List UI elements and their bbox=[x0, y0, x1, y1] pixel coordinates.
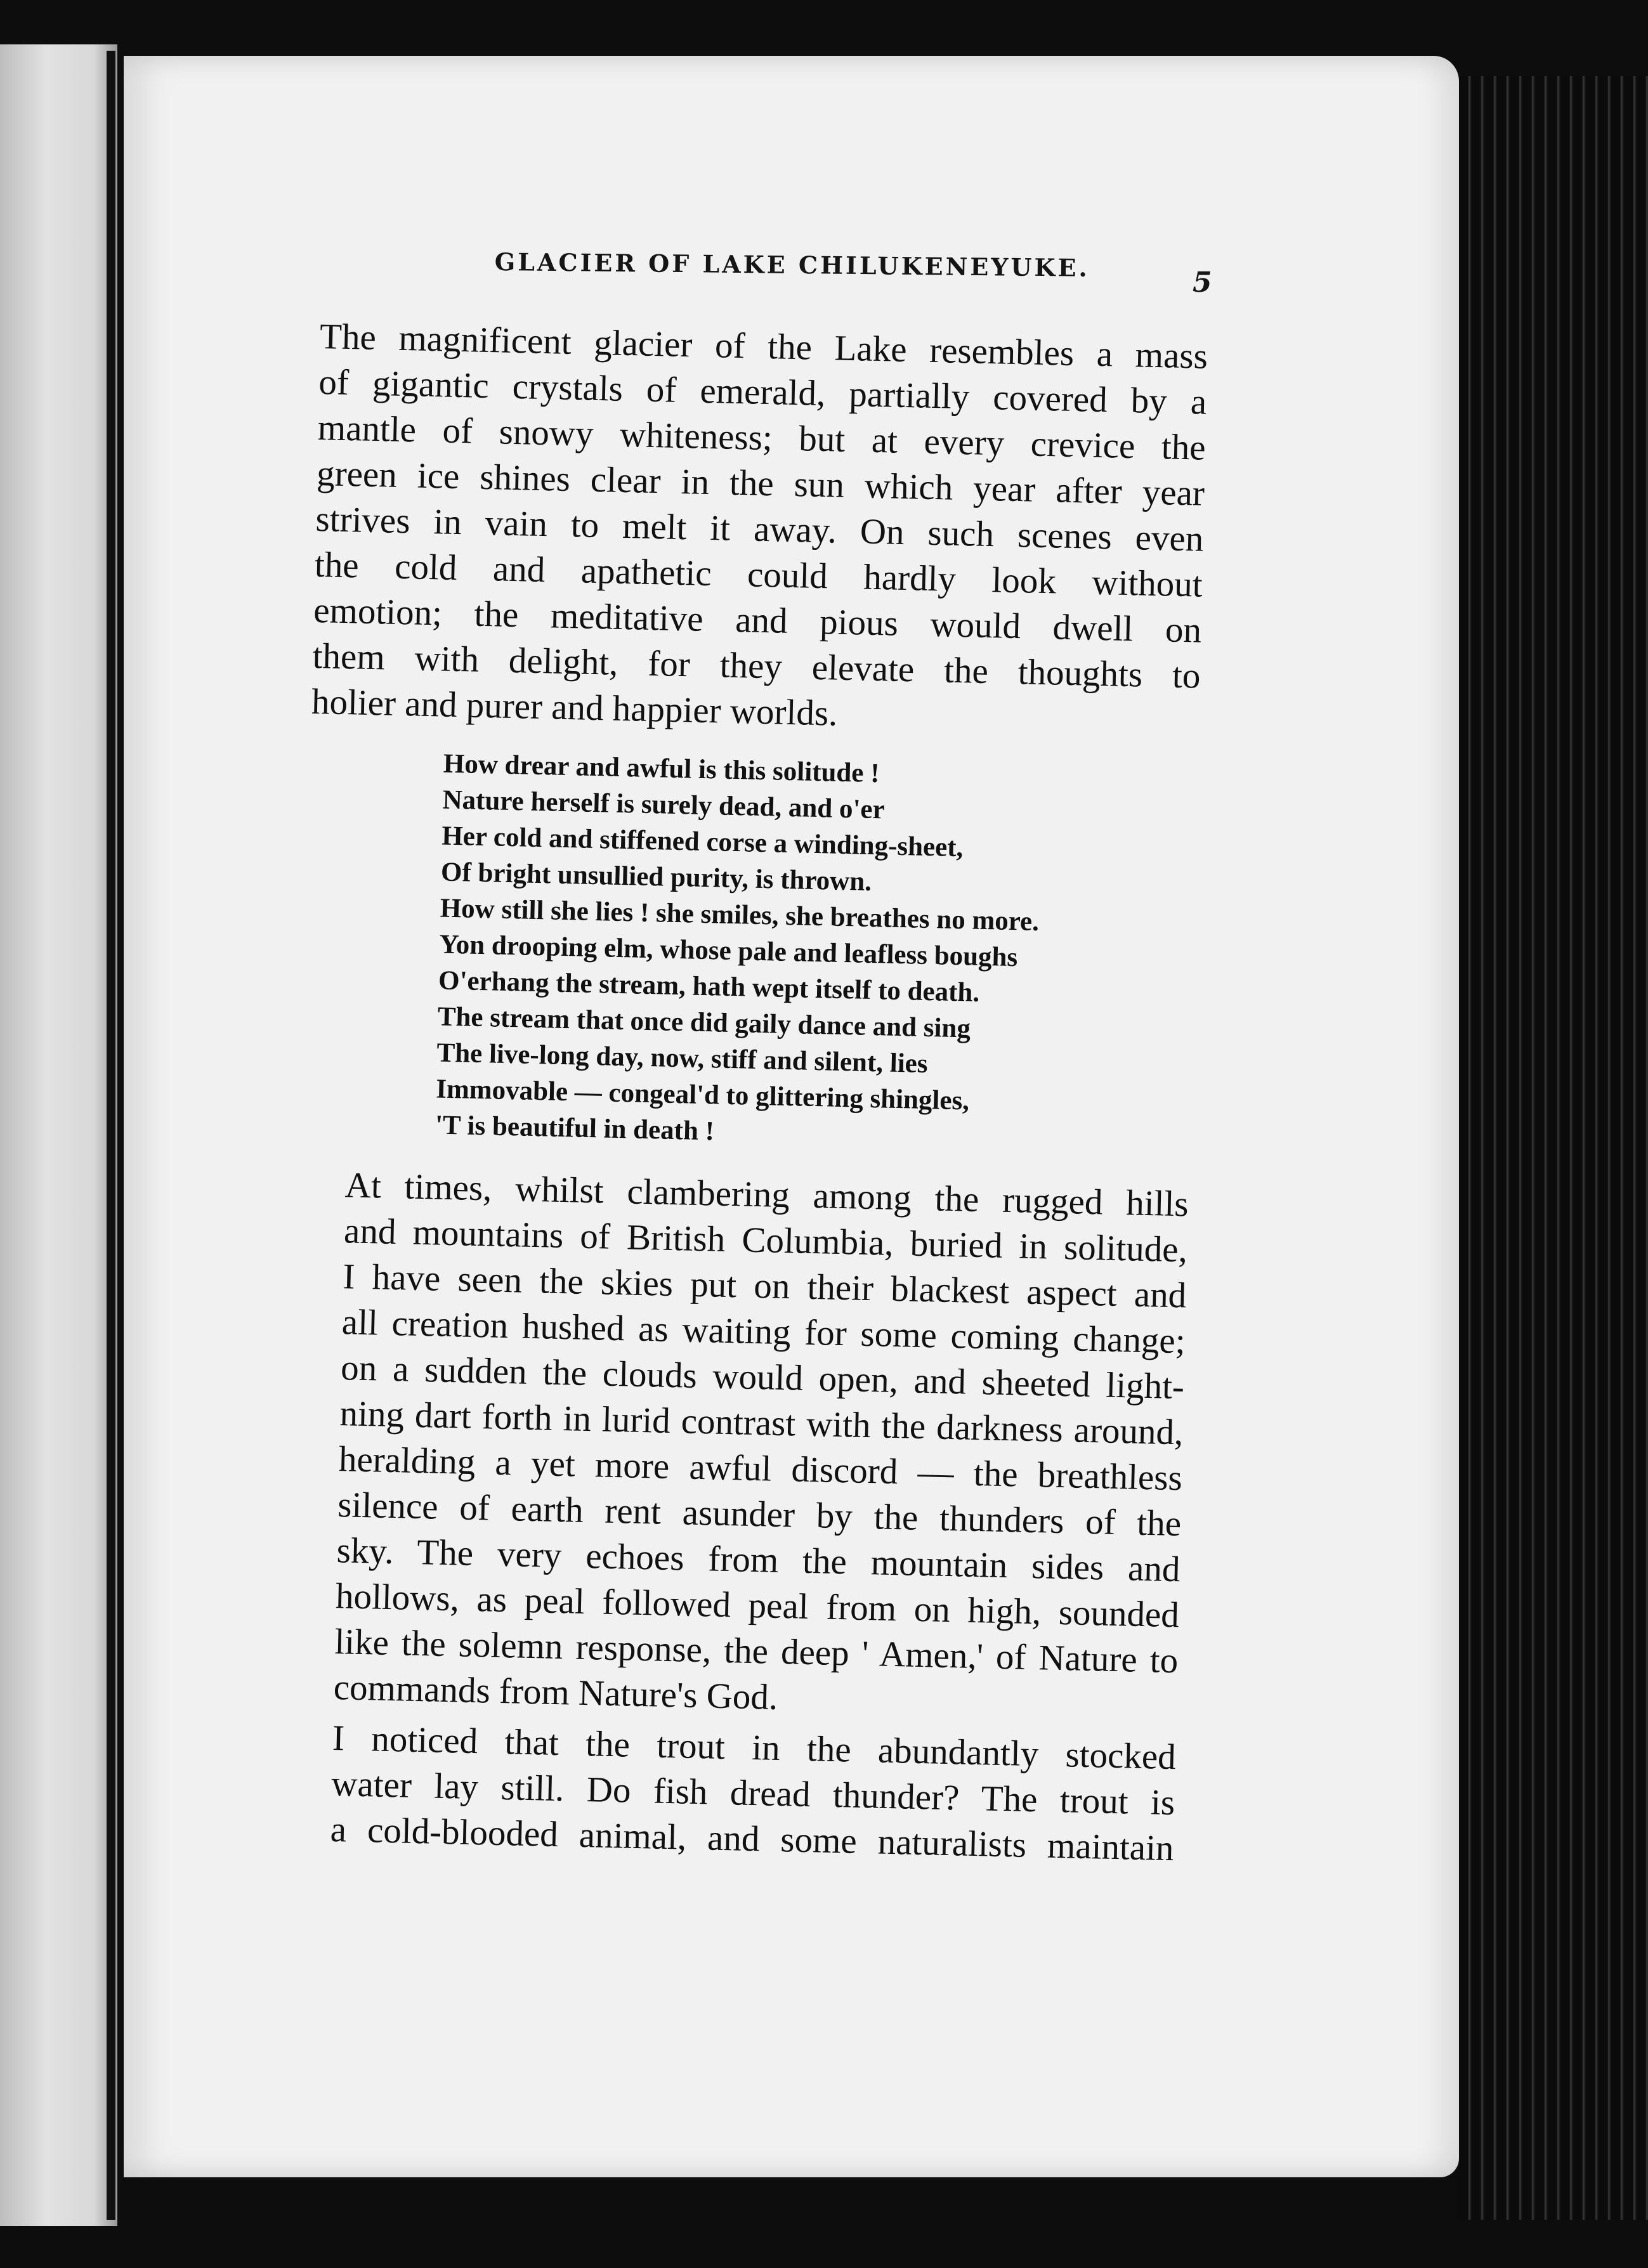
text-line: and mountains of British Columbia, buried in solitude, bbox=[343, 1211, 1188, 1270]
text-line: holier and purer and happier worlds. bbox=[311, 681, 839, 734]
poem-line: Nature herself is surely dead, and o'er bbox=[442, 785, 886, 825]
text-line: on a sudden the clouds would open, and sheeted light- bbox=[340, 1348, 1185, 1407]
text-line: I noticed that the trout in the abundantly stocked bbox=[332, 1718, 1177, 1778]
text-line: strives in vain to melt it away. On such scenes even bbox=[315, 499, 1205, 559]
book-cover-edge bbox=[1459, 76, 1648, 2220]
poem-line: Yon drooping elm, whose pale and leafless boughs bbox=[438, 929, 1018, 973]
paragraph-glacier bbox=[311, 314, 1208, 745]
poem-line: Her cold and stiffened corse a winding-sheet, bbox=[441, 821, 964, 863]
poem-stanza bbox=[435, 746, 1198, 1161]
poem-line: How still she lies ! she smiles, she breathes no more. bbox=[440, 893, 1040, 937]
book-gutter bbox=[107, 51, 115, 2220]
paragraph-trout bbox=[285, 1714, 1177, 1872]
text-line: water lay still. Do fish dread thunder? The trout is bbox=[330, 1764, 1175, 1823]
page-number: 5 bbox=[1193, 266, 1212, 299]
text-line: the cold and apathetic could hardly look without bbox=[314, 544, 1203, 605]
paragraph-thunderstorm bbox=[289, 1162, 1189, 1730]
running-title: GLACIER OF LAKE CHILUKENEYUKE. bbox=[494, 247, 1090, 282]
text-line: At times, whilst clambering among the rugged hills bbox=[344, 1165, 1189, 1225]
text-line: commands from Nature's God. bbox=[333, 1667, 778, 1717]
poem-line: Of bright unsullied purity, is thrown. bbox=[440, 857, 872, 897]
text-line: silence of earth rent asunder by the thunders of the bbox=[337, 1485, 1182, 1544]
text-line: sky. The very echoes from the mountain sides and bbox=[336, 1530, 1181, 1590]
text-line: mantle of snowy whiteness; but at every crevice the bbox=[317, 407, 1207, 468]
poem-line: The stream that once did gaily dance and sing bbox=[437, 1001, 971, 1044]
text-line: green ice shines clear in the sun which year after year bbox=[316, 453, 1205, 514]
poem-line: Immovable — congeal'd to glittering shingles, bbox=[435, 1074, 970, 1116]
text-line: them with delight, for they elevate the thoughts to bbox=[312, 635, 1201, 696]
facing-page-edge bbox=[0, 44, 117, 2226]
text-line: of gigantic crystals of emerald, partially covered by a bbox=[318, 362, 1207, 422]
poem-line: How drear and awful is this solitude ! bbox=[443, 748, 880, 789]
text-line: a cold-blooded animal, and some naturalists maintain bbox=[330, 1809, 1175, 1869]
poem-line: O'erhang the stream, hath wept itself to death. bbox=[438, 965, 980, 1008]
text-line: heralding a yet more awful discord — the breathless bbox=[338, 1439, 1183, 1499]
page-body bbox=[285, 314, 1208, 1872]
text-line: emotion; the meditative and pious would dwell on bbox=[313, 590, 1202, 651]
poem-line: The live-long day, now, stiff and silent, lies bbox=[436, 1038, 929, 1079]
text-line: ning dart forth in lurid contrast with the darkness around, bbox=[339, 1393, 1184, 1453]
text-line: The magnificent glacier of the Lake resembles a mass bbox=[319, 316, 1208, 377]
poem-line: 'T is beautiful in death ! bbox=[435, 1110, 715, 1147]
text-line: I have seen the skies put on their blackest aspect and bbox=[342, 1256, 1187, 1316]
text-line: like the solemn response, the deep ' Amen,' of Nature to bbox=[334, 1622, 1179, 1681]
text-line: hollows, as peal followed peal from on high, sounded bbox=[335, 1576, 1180, 1636]
text-line: all creation hushed as waiting for some coming change; bbox=[341, 1302, 1186, 1362]
